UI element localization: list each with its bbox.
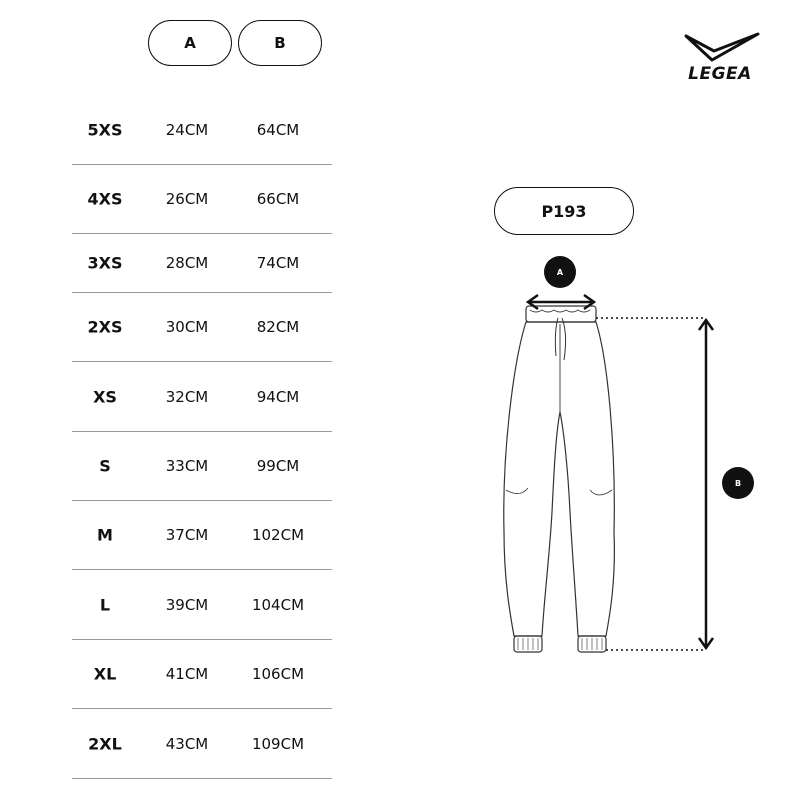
- table-row: [72, 293, 332, 362]
- model-code-pill: [494, 187, 634, 235]
- value-b: 82CM: [256, 318, 300, 336]
- size-label: XL: [93, 664, 117, 684]
- value-b: 64CM: [256, 120, 300, 139]
- size-label: 2XL: [88, 734, 122, 753]
- size-label: 4XS: [87, 189, 123, 209]
- value-a: 32CM: [165, 387, 209, 406]
- size-label: L: [99, 595, 111, 614]
- pants-outline: [504, 322, 615, 636]
- table-row: [72, 95, 332, 165]
- column-header-a: [148, 20, 232, 66]
- legea-v-icon: [678, 30, 762, 66]
- measure-b-arrow: [699, 320, 713, 648]
- table-row: [72, 362, 332, 432]
- value-b: 94CM: [256, 387, 300, 406]
- table-row: [72, 570, 332, 640]
- size-label: 2XS: [87, 317, 123, 337]
- table-row: [72, 234, 332, 293]
- value-b: 106CM: [251, 665, 305, 683]
- size-label: 3XS: [87, 253, 123, 273]
- pants-diagram: [480, 250, 800, 670]
- size-label: 5XS: [87, 120, 123, 139]
- size-label: XS: [93, 387, 117, 406]
- size-label: S: [99, 456, 111, 476]
- column-header-b-label: B: [274, 34, 286, 52]
- measure-a-arrow: [528, 295, 594, 309]
- brand-logo: [678, 30, 762, 86]
- value-a: 24CM: [165, 120, 209, 139]
- value-a: 33CM: [165, 457, 209, 475]
- table-row: [72, 432, 332, 501]
- value-b: 74CM: [256, 254, 300, 272]
- value-b: 104CM: [251, 595, 305, 614]
- value-a: 37CM: [165, 526, 209, 544]
- size-label: M: [97, 525, 113, 545]
- value-a: 39CM: [165, 595, 209, 614]
- table-row: [72, 165, 332, 234]
- column-header-a-label: A: [184, 34, 196, 52]
- drawstring: [555, 318, 565, 360]
- model-code: P193: [541, 201, 587, 221]
- table-row: [72, 709, 332, 779]
- column-header-b: [238, 20, 322, 66]
- brand-name: LEGEA: [688, 64, 752, 84]
- value-a: 26CM: [165, 190, 209, 208]
- value-a: 28CM: [165, 254, 209, 272]
- measure-b-guides: [596, 318, 704, 650]
- table-row: [72, 640, 332, 709]
- table-row: [72, 501, 332, 570]
- value-b: 102CM: [251, 526, 305, 544]
- value-b: 109CM: [251, 734, 305, 753]
- value-b: 99CM: [256, 457, 300, 475]
- value-b: 66CM: [256, 190, 300, 208]
- measure-a-label: A: [556, 268, 564, 277]
- measure-b-label: B: [734, 479, 742, 488]
- value-a: 41CM: [165, 665, 209, 683]
- value-a: 30CM: [165, 318, 209, 336]
- value-a: 43CM: [165, 734, 209, 753]
- size-table: [72, 95, 332, 779]
